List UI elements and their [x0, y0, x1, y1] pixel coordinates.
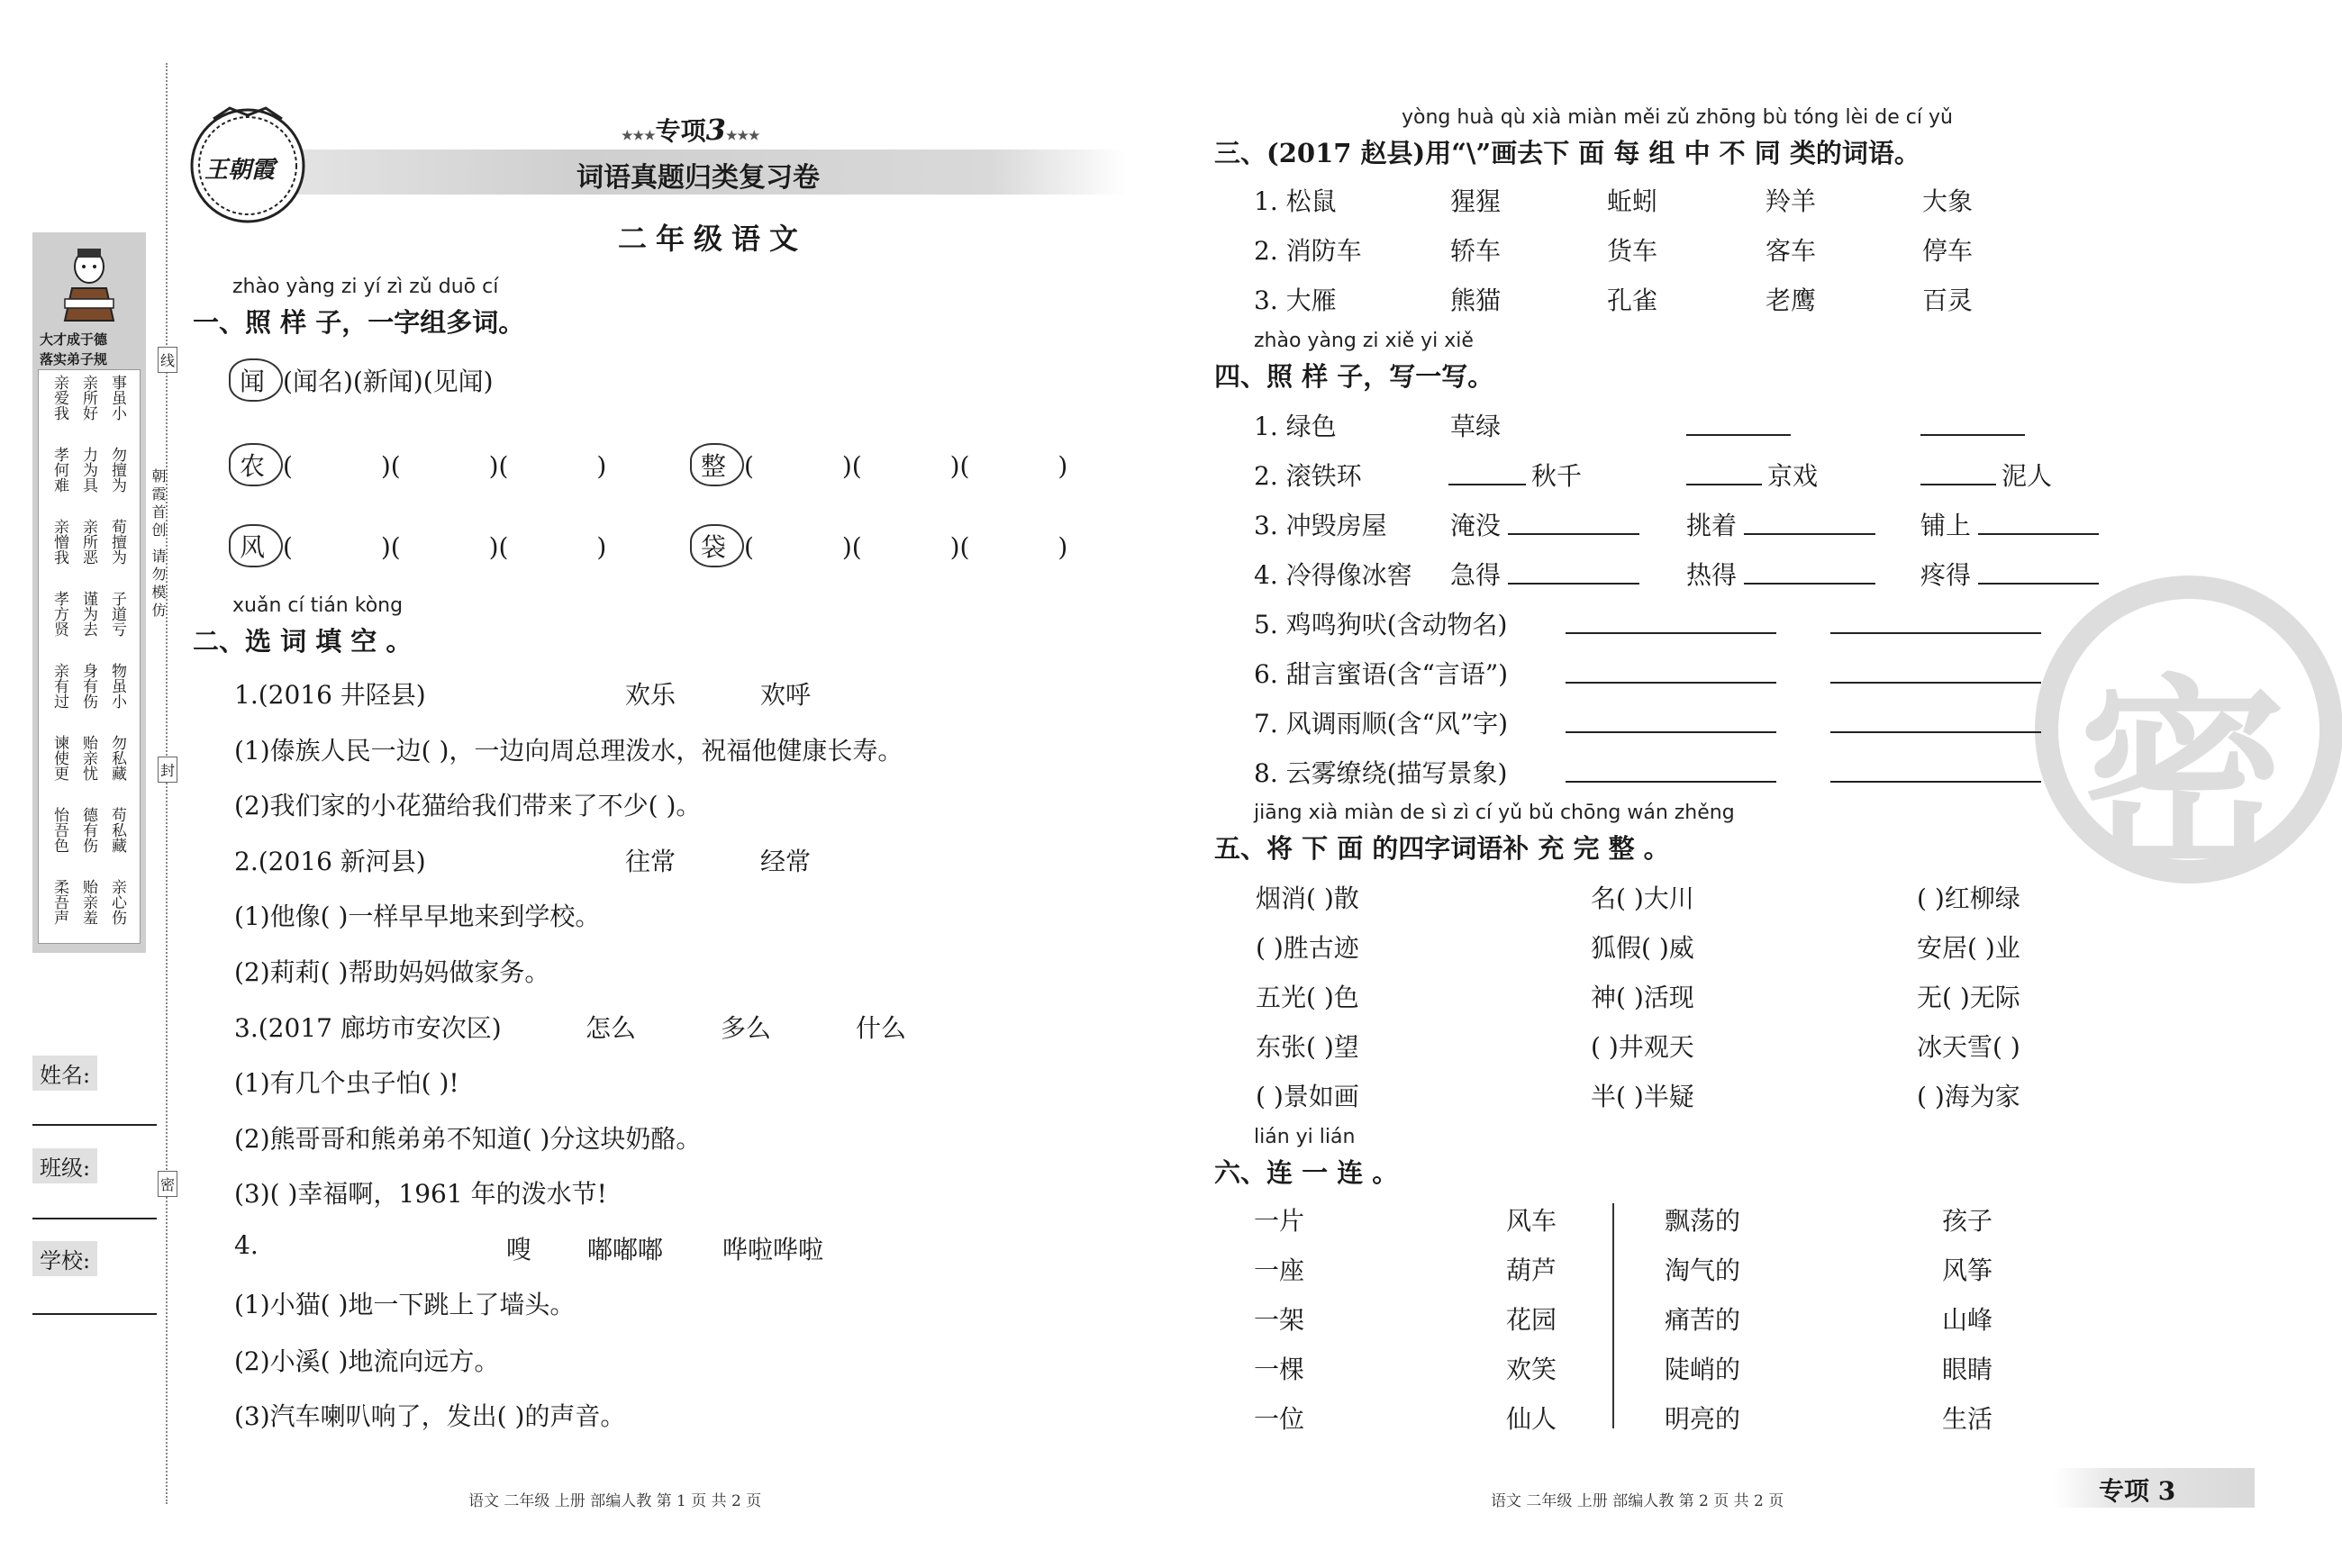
q6-match-word[interactable]: 眼睛 — [1942, 1355, 1993, 1384]
q5-idiom: ( )海为家 — [1917, 1082, 2020, 1111]
poem-column: 物虽小 — [108, 663, 126, 709]
q2-item1-line1: (1)傣族人民一边( )，一边向周总理泼水，祝福他健康长寿。 — [234, 736, 903, 766]
q2-item4-head: 4. — [234, 1230, 259, 1260]
q4-blank-6-1[interactable] — [1566, 682, 1776, 684]
q5-idiom: ( )景如画 — [1256, 1082, 1359, 1111]
q1-row-4: 袋 ( )( )( ) — [690, 524, 1067, 567]
school-field[interactable] — [32, 1313, 157, 1315]
q4-blank-5-1[interactable] — [1566, 632, 1776, 634]
elephant-icon: 袋 — [690, 524, 744, 567]
q4-blank-1-2[interactable] — [1686, 434, 1791, 436]
q3-word[interactable]: 1. 松鼠 — [1254, 186, 1337, 216]
q3-word[interactable]: 老鹰 — [1766, 286, 1817, 315]
confidential-stamp — [2036, 576, 2342, 899]
poem-column: 亲心伤 — [108, 879, 126, 925]
poem-column: 贻亲忧 — [79, 735, 97, 781]
q4-item-1-1: 草绿 — [1450, 412, 1502, 441]
class-field[interactable] — [32, 1218, 157, 1219]
q6-pinyin: lián yi lián — [1254, 1126, 1356, 1148]
elephant-icon: 整 — [690, 443, 744, 486]
q4-item-2-2: 京戏 — [1767, 461, 1819, 491]
poem-column: 力为具 — [79, 447, 97, 493]
q4-label-1: 1. 绿色 — [1254, 412, 1337, 441]
q5-idiom: 名( )大川 — [1591, 884, 1694, 913]
poem-column: 德有伤 — [79, 807, 97, 853]
cut-mark-mi: 密 — [158, 1171, 177, 1197]
q3-word[interactable]: 货车 — [1607, 236, 1658, 266]
q3-word[interactable]: 大象 — [1922, 186, 1974, 216]
poem-column: 亲所恶 — [79, 519, 97, 565]
q5-title: 五、将 下 面 的四字词语补 充 完 整 。 — [1214, 833, 1670, 864]
q6-match-word[interactable]: 一座 — [1254, 1255, 1305, 1285]
page-subtitle: 二年级语文 — [618, 222, 808, 256]
q2-pinyin: xuǎn cí tián kòng — [232, 594, 404, 617]
q5-idiom: ( )井观天 — [1591, 1032, 1694, 1062]
q3-word[interactable]: 2. 消防车 — [1254, 236, 1362, 266]
q4-item-3-1: 淹没 — [1450, 511, 1502, 540]
footer-left: 语文 二年级 上册 部编人教 第 1 页 共 2 页 — [468, 1492, 762, 1510]
q6-match-word[interactable]: 仙人 — [1506, 1404, 1557, 1434]
q3-word[interactable]: 孔雀 — [1607, 286, 1658, 315]
q5-idiom: 狐假( )威 — [1591, 933, 1694, 963]
motto-line-2: 落实弟子规 — [40, 351, 108, 367]
q4-blank-1-3[interactable] — [1920, 434, 2025, 436]
q2-item3-line3: (3)( )幸福啊，1961 年的泼水节! — [234, 1179, 607, 1209]
q4-item-3-2: 挑着 — [1686, 511, 1738, 540]
q4-blank-3-3[interactable] — [1978, 533, 2099, 535]
q2-item1-word2: 欢呼 — [760, 680, 812, 710]
q5-idiom: ( )红柳绿 — [1917, 884, 2020, 913]
q4-label-6: 6. 甜言蜜语(含“言语”) — [1254, 659, 1509, 689]
poem-column: 怡吾色 — [50, 807, 68, 853]
q5-idiom: ( )胜古迹 — [1256, 933, 1359, 963]
q6-match-word[interactable]: 一棵 — [1254, 1355, 1305, 1384]
badge-label: 专项 — [655, 116, 706, 146]
q1-example — [229, 358, 494, 403]
q4-blank-3-2[interactable] — [1744, 533, 1875, 535]
q3-word[interactable]: 3. 大雁 — [1254, 286, 1337, 315]
q4-blank-2-3[interactable] — [1920, 484, 1996, 485]
q2-item3-head: 3.(2017 廊坊市安次区) — [234, 1013, 502, 1043]
q2-item4-line3: (3)汽车喇叭响了，发出( )的声音。 — [234, 1401, 626, 1431]
q3-word[interactable]: 停车 — [1922, 236, 1974, 266]
q4-blank-7-2[interactable] — [1830, 731, 2041, 733]
q4-title: 四、照 样 子，写一写。 — [1214, 361, 1494, 392]
q6-title: 六、连 一 连 。 — [1214, 1157, 1399, 1188]
q6-match-word[interactable]: 生活 — [1942, 1404, 1993, 1434]
q2-item1-head: 1.(2016 井陉县) — [234, 680, 426, 710]
q1-title: 一、照 样 子，一字组多词。 — [193, 307, 525, 338]
q6-match-word[interactable]: 风筝 — [1942, 1255, 1993, 1285]
q6-match-word[interactable]: 风车 — [1506, 1206, 1557, 1236]
q3-title: 三、(2017 赵县)用“\”画去下 面 每 组 中 不 同 类的词语。 — [1214, 138, 1920, 168]
q4-blank-4-2[interactable] — [1744, 583, 1875, 585]
q2-item4-word2: 嘟嘟嘟 — [587, 1235, 664, 1264]
q6-match-word[interactable]: 花园 — [1506, 1305, 1557, 1335]
q4-label-3: 3. 冲毁房屋 — [1254, 511, 1387, 540]
q6-match-word[interactable]: 一位 — [1254, 1404, 1305, 1434]
q6-match-word[interactable]: 孩子 — [1942, 1206, 1993, 1236]
q3-word[interactable]: 百灵 — [1922, 286, 1974, 315]
class-label: 班级: — [32, 1148, 97, 1183]
q6-match-word[interactable]: 淘气的 — [1665, 1255, 1741, 1285]
q4-item-2-1: 秋千 — [1531, 461, 1583, 491]
cut-mark-xian: 线 — [158, 347, 177, 373]
q2-item2-word2: 经常 — [760, 847, 812, 876]
q5-idiom: 神( )活现 — [1591, 983, 1694, 1012]
q4-blank-3-1[interactable] — [1508, 533, 1639, 535]
q4-blank-2-2[interactable] — [1686, 484, 1762, 485]
poem-column: 身有伤 — [79, 663, 97, 709]
q4-item-4-2: 热得 — [1686, 560, 1738, 590]
q4-blank-6-2[interactable] — [1830, 682, 2041, 684]
poem-column: 亲有过 — [50, 663, 68, 709]
badge-number: 3 — [705, 113, 726, 147]
q2-item4-line1: (1)小猫( )地一下跳上了墙头。 — [234, 1290, 576, 1319]
q2-item3-word1: 怎么 — [586, 1013, 637, 1043]
q6-divider — [1612, 1203, 1614, 1428]
q2-item2-word1: 往常 — [625, 847, 676, 876]
q4-item-4-3: 疼得 — [1920, 560, 1972, 590]
stamp-char: 密 — [2079, 658, 2287, 899]
q3-pinyin: yòng huà qù xià miàn měi zǔ zhōng bù tóng lèi de cí yǔ — [1402, 106, 1953, 129]
q2-item2-head: 2.(2016 新河县) — [234, 847, 426, 876]
q2-item4-word3: 哗啦哗啦 — [722, 1235, 824, 1264]
poem-column: 荀擅为 — [108, 519, 126, 565]
q6-match-word[interactable]: 痛苦的 — [1665, 1305, 1741, 1335]
poem-column: 勿擅为 — [108, 447, 126, 493]
scholar-icon — [59, 243, 119, 324]
q6-match-word[interactable]: 陡峭的 — [1665, 1355, 1741, 1384]
q4-blank-5-2[interactable] — [1830, 632, 2041, 634]
header-badge: ★★★专项3★★★ — [622, 113, 760, 147]
logo-text: 王朝霞 — [204, 157, 276, 184]
page-title: 词语真题归类复习卷 — [576, 162, 820, 194]
cut-mark-feng: 封 — [158, 757, 177, 783]
q6-match-word[interactable]: 一片 — [1254, 1206, 1305, 1236]
q4-blank-7-1[interactable] — [1566, 731, 1776, 733]
q4-blank-4-1[interactable] — [1508, 583, 1639, 585]
q5-idiom: 安居( )业 — [1917, 933, 2020, 963]
q4-blank-8-2[interactable] — [1830, 781, 2041, 783]
q6-match-word[interactable]: 葫芦 — [1506, 1255, 1557, 1285]
q1-pinyin: zhào yàng zi yí zì zǔ duō cí — [232, 276, 499, 298]
q4-label-4: 4. 冷得像冰窖 — [1254, 560, 1412, 590]
name-label: 姓名: — [32, 1056, 97, 1091]
q6-match-word[interactable]: 明亮的 — [1665, 1404, 1741, 1434]
q5-idiom: 冰天雪( ) — [1917, 1032, 2020, 1062]
q5-idiom: 东张( )望 — [1256, 1032, 1359, 1062]
q6-match-word[interactable]: 飘荡的 — [1665, 1206, 1741, 1236]
q5-pinyin: jiāng xià miàn de sì zì cí yǔ bǔ chōng wán zhěng — [1254, 802, 1735, 824]
q3-word[interactable]: 熊猫 — [1450, 286, 1502, 315]
q1-row-1: 农 ( )( )( ) — [229, 443, 606, 486]
footer-right: 语文 二年级 上册 部编人教 第 2 页 共 2 页 — [1491, 1492, 1784, 1510]
q1-row-3: 风 ( )( )( ) — [229, 524, 606, 567]
q3-word[interactable]: 猩猩 — [1450, 186, 1502, 216]
q2-item2-line1: (1)他像( )一样早早地来到学校。 — [234, 902, 601, 931]
poem-column: 谨为去 — [79, 591, 97, 637]
poem-column: 亲憎我 — [50, 519, 68, 565]
q3-word[interactable]: 客车 — [1766, 236, 1817, 266]
poem-column: 苟私藏 — [108, 807, 126, 853]
q2-item3-word2: 多么 — [721, 1013, 772, 1043]
q2-item3-line1: (1)有几个虫子怕( )! — [234, 1068, 459, 1098]
poem-column: 亲所好 — [79, 375, 97, 421]
poem-column: 亲爱我 — [50, 375, 68, 421]
q5-idiom: 无( )无际 — [1917, 983, 2020, 1012]
q4-item-2-3: 泥人 — [2002, 461, 2053, 491]
elephant-icon: 农 — [229, 443, 283, 486]
q2-item1-word1: 欢乐 — [625, 680, 676, 710]
q4-blank-4-3[interactable] — [1978, 583, 2099, 585]
side-panel — [32, 232, 146, 953]
poem-column: 孝方贤 — [50, 591, 68, 637]
poem-column: 贻亲羞 — [79, 879, 97, 925]
poem-column: 孝何难 — [50, 447, 68, 493]
q2-item2-line2: (2)莉莉( )帮助妈妈做家务。 — [234, 957, 550, 987]
q2-item4-line2: (2)小溪( )地流向远方。 — [234, 1346, 500, 1376]
poem-column: 勿私藏 — [108, 735, 126, 781]
name-field[interactable] — [32, 1124, 157, 1126]
poem-column: 事虽小 — [108, 375, 126, 421]
poem-column: 柔吾声 — [50, 879, 68, 925]
q2-item1-line2: (2)我们家的小花猫给我们带来了不少( )。 — [234, 791, 702, 820]
q3-word[interactable]: 蚯蚓 — [1607, 186, 1658, 216]
q2-title: 二、选 词 填 空 。 — [193, 626, 413, 657]
q4-blank-2-1[interactable] — [1448, 484, 1526, 485]
q4-label-5: 5. 鸡鸣狗吠(含动物名) — [1254, 610, 1508, 639]
q2-item3-line2: (2)熊哥哥和熊弟弟不知道( )分这块奶酪。 — [234, 1124, 702, 1154]
q5-idiom: 半( )半疑 — [1591, 1082, 1694, 1111]
q4-label-8: 8. 云雾缭绕(描写景象) — [1254, 758, 1508, 788]
q5-idiom: 烟消( )散 — [1256, 884, 1359, 913]
poem-column: 谏使更 — [50, 735, 68, 781]
q6-match-word[interactable]: 欢笑 — [1506, 1355, 1557, 1384]
q4-item-4-1: 急得 — [1450, 560, 1502, 590]
q6-match-word[interactable]: 一架 — [1254, 1305, 1305, 1335]
vertical-note: 朝霞首创 请勿模仿 — [150, 468, 167, 621]
elephant-icon: 风 — [229, 524, 283, 567]
logo-emblem — [185, 101, 311, 227]
q4-blank-8-1[interactable] — [1566, 781, 1776, 783]
q4-pinyin: zhào yàng zi xiě yi xiě — [1254, 330, 1474, 352]
q2-item3-word3: 什么 — [856, 1013, 907, 1043]
corner-tag-label: 专项 3 — [2099, 1476, 2176, 1506]
q4-label-2: 2. 滚铁环 — [1254, 461, 1362, 491]
q3-word[interactable]: 轿车 — [1450, 236, 1502, 266]
q3-word[interactable]: 羚羊 — [1766, 186, 1817, 216]
poem-columns — [47, 375, 137, 942]
example-words: (闻名)(新闻)(见闻) — [283, 367, 494, 396]
poem-column: 子道亏 — [108, 591, 126, 637]
q4-label-7: 7. 风调雨顺(含“风”字) — [1254, 709, 1509, 739]
elephant-icon: 闻 — [229, 358, 283, 402]
q6-match-word[interactable]: 山峰 — [1942, 1305, 1993, 1335]
q4-item-3-3: 铺上 — [1920, 511, 1972, 540]
school-label: 学校: — [32, 1241, 97, 1276]
fold-line — [166, 63, 168, 1504]
q1-row-2: 整 ( )( )( ) — [690, 443, 1067, 486]
motto-line-1: 大才成于德 — [40, 331, 108, 348]
q5-idiom: 五光( )色 — [1256, 983, 1359, 1012]
q2-item4-word1: 嗖 — [506, 1235, 532, 1264]
